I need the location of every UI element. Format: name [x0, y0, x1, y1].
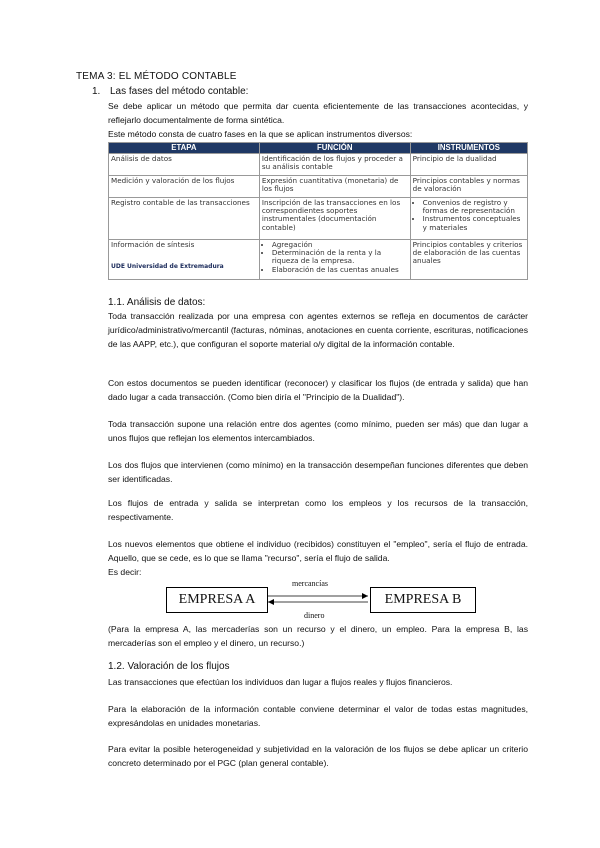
paragraph: Toda transacción realizada por una empresa con agentes externos se refleja en documentos de carácter jurídico/administrativo/mercantil (facturas, nóminas, anotaciones en cuenta corriente, escrituras, notificaciones de las AAPP, etc.), que configuran el soporte material o/y digital de la información contable.	[108, 311, 528, 349]
header-etapa: ETAPA	[109, 143, 260, 154]
intro-paragraph-1: Se debe aplicar un método que permita dar cuenta eficientemente de las transacciones acontecidas, y reflejarlo documentalmente de forma sintética.	[108, 101, 528, 125]
table-cell: Inscripción de las transacciones en los correspondientes soportes instrumentales (documentación contable)	[259, 198, 410, 240]
table-cell	[259, 240, 410, 280]
paragraph: Para evitar la posible heterogeneidad y subjetividad en la valoración de los flujos se debe aplicar un criterio concreto determinado por el PGC (plan general contable).	[108, 744, 528, 768]
document-title: TEMA 3: EL MÉTODO CONTABLE	[76, 71, 237, 82]
paragraph: Los flujos de entrada y salida se interpretan como los empleos y los recursos de la transacción, respectivamente.	[108, 498, 528, 522]
list-item: • Elaboración de las cuentas anuales	[272, 266, 408, 274]
list-item: • Determinación de la renta y la riqueza de la empresa.	[272, 249, 408, 265]
paragraph: Es decir:	[108, 567, 142, 577]
empresa-a-box: EMPRESA A	[166, 587, 268, 613]
list-item: • Agregación	[272, 241, 408, 249]
empresa-b-box: EMPRESA B	[370, 587, 476, 613]
table-cell: Identificación de los flujos y proceder a su análisis contable	[259, 154, 410, 176]
top-flow-label: mercancías	[292, 579, 328, 588]
section-1-1-heading: 1.1. Análisis de datos:	[108, 297, 206, 308]
bottom-flow-label: dinero	[304, 611, 325, 620]
paragraph: Para la elaboración de la información contable conviene determinar el valor de todas estas magnitudes, expresándolas en unidades monetarias.	[108, 704, 528, 728]
table-cell	[109, 240, 260, 280]
cell-text: Información de síntesis	[111, 240, 195, 249]
list-item: • Convenios de registro y formas de representación	[423, 199, 525, 215]
university-logo: UDE Universidad de Extremadura	[111, 263, 224, 271]
paragraph: Las transacciones que efectúan los individuos dan lugar a flujos reales y flujos financieros.	[108, 677, 453, 687]
header-instrumentos: INSTRUMENTOS	[410, 143, 527, 154]
table-cell: Principios contables y normas de valoración	[410, 176, 527, 198]
flow-arrows	[266, 582, 370, 622]
table-cell: Principio de la dualidad	[410, 154, 527, 176]
paragraph: Los nuevos elementos que obtiene el individuo (recibidos) constituyen el "empleo", sería el flujo de entrada. Aquello, que se cede, es lo que se llama "recurso", sería el flujo de salida.	[108, 539, 528, 563]
section-1-heading	[92, 86, 248, 97]
table-cell: Principios contables y criterios de elaboración de las cuentas anuales	[410, 240, 527, 280]
paragraph: (Para la empresa A, las mercaderías son un recurso y el dinero, un empleo. Para la empresa B, las mercaderías son el empleo y el dinero, un recurso.)	[108, 624, 528, 648]
table-cell: Medición y valoración de los flujos	[109, 176, 260, 198]
table-cell: Análisis de datos	[109, 154, 260, 176]
table-cell: Registro contable de las transacciones	[109, 198, 260, 240]
exchange-diagram	[108, 579, 528, 622]
list-item: • Instrumentos conceptuales y materiales	[423, 215, 525, 231]
intro-paragraph-2: Este método consta de cuatro fases en la que se aplican instrumentos diversos:	[108, 129, 413, 139]
paragraph: Los dos flujos que intervienen (como mínimo) en la transacción desempeñan funciones diferentes que deben ser identificadas.	[108, 460, 528, 484]
section-1-label: Las fases del método contable:	[110, 86, 249, 97]
header-funcion: FUNCIÓN	[259, 143, 410, 154]
paragraph: Toda transacción supone una relación entre dos agentes (como mínimo, pueden ser más) que dan lugar a unos flujos que reflejan los elementos intercambiados.	[108, 419, 528, 443]
paragraph: Con estos documentos se pueden identificar (reconocer) y clasificar los flujos (de entrada y salida) que han dado lugar a cada transacción. (Como bien diría el "Principio de la Dualidad").	[108, 378, 528, 402]
section-1-number: 1.	[92, 86, 101, 97]
section-1-2-heading: 1.2. Valoración de los flujos	[108, 661, 230, 672]
phases-table	[108, 142, 528, 280]
table-cell	[410, 198, 527, 240]
table-cell: Expresión cuantitativa (monetaria) de los flujos	[259, 176, 410, 198]
